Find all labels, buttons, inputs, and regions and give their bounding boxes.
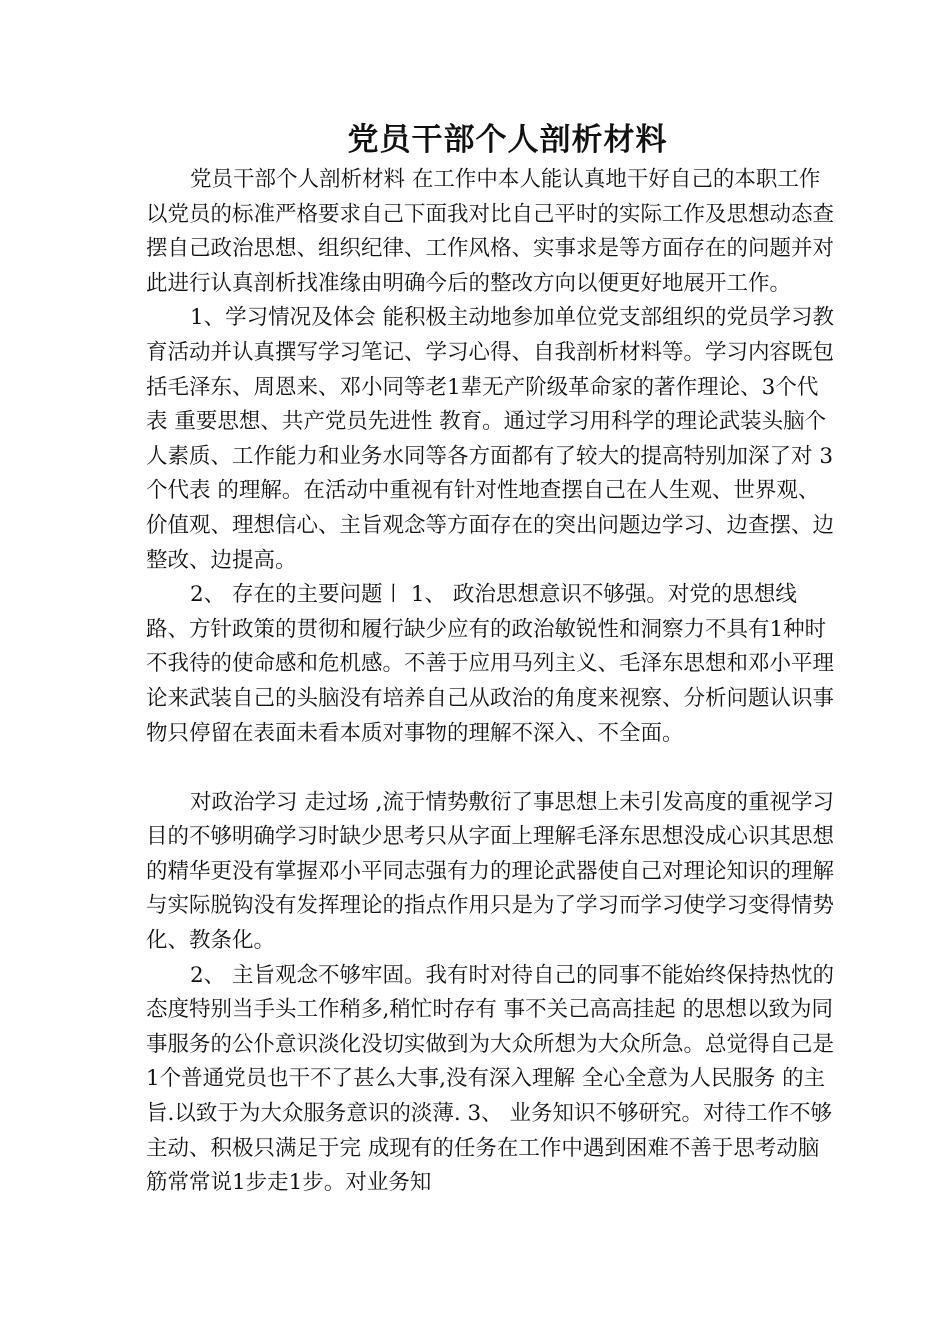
paragraph-study: 1、学习情况及体会 能积极主动地参加单位党支部组织的党员学习教育活动并认真撰写学习笔记、学习心得、自我剖析材料等。学习内容既包括毛泽东、周恩来、邓小同等老1辈无产阶级革命家的著作理论、3个代表 重要思想、共产党员先进性 教育。通过学习用科学的理论武装头脑个人素质、工作能力和业务水同等各方面都有了较大的提高特别加深了对 3个代表 的理解。在活动中重视有针对性地查摆自己在人生观、世界观、价值观、理想信心、主旨观念等方面存在的突出问题边学习、边查摆、边整改、边提高。: [146, 305, 835, 573]
paragraph-gap: [146, 751, 836, 786]
document-title: 党员干部个人剖析材料: [347, 122, 668, 158]
paragraph-political-study: 对政治学习 走过场 ,流于情势敷衍了事思想上未引发高度的重视学习目的不够明确学习时缺少思考只从字面上理解毛泽东思想没成心识其思想的精华更没有掌握邓小平同志强有力的理论武器使自己对理论知识的理解与实际脱钩没有发挥理论的指点作用只是为了学习而学习使学习变得情势化、教条化。: [146, 789, 835, 954]
document-body: [146, 163, 836, 1201]
paragraph-intro: 党员干部个人剖析材料 在工作中本人能认真地干好自己的本职工作以党员的标准严格要求自己下面我对比自己平时的实际工作及思想动态查摆自己政治思想、组织纪律、工作风格、实事求是等方面存在的问题并对此进行认真剖析找准缘由明确今后的整改方向以便更好地展开工作。: [146, 167, 835, 296]
paragraph-service-attitude: 2、 主旨观念不够牢固。我有时对待自己的同事不能始终保持热忱的态度特别当手头工作稍多,稍忙时存有 事不关己高高挂起 的思想以致为同事服务的公仆意识淡化没切实做到为大众所想为大众所急。总觉得自己是1个普通党员也干不了甚么大事,没有深入理解 全心全意为人民服务 的主旨.以致于为大众服务意识的淡薄. 3、 业务知识不够研究。对待工作不够主动、积极只满足于完 成现有的任务在工作中遇到困难不善于思考动脑筋常常说1步走1步。对业务知: [146, 962, 835, 1196]
paragraph-problems: 2、 存在的主要问题〡 1、 政治思想意识不够强。对党的思想线路、方针政策的贯彻和履行缺少应有的政治敏锐性和洞察力不具有1种时不我待的使命感和危机感。不善于应用马列主义、毛泽东思想和邓小平理论来武装自己的头脑没有培养自己从政治的角度来视察、分析问题认识事物只停留在表面未看本质对事物的理解不深入、不全面。: [146, 582, 835, 746]
